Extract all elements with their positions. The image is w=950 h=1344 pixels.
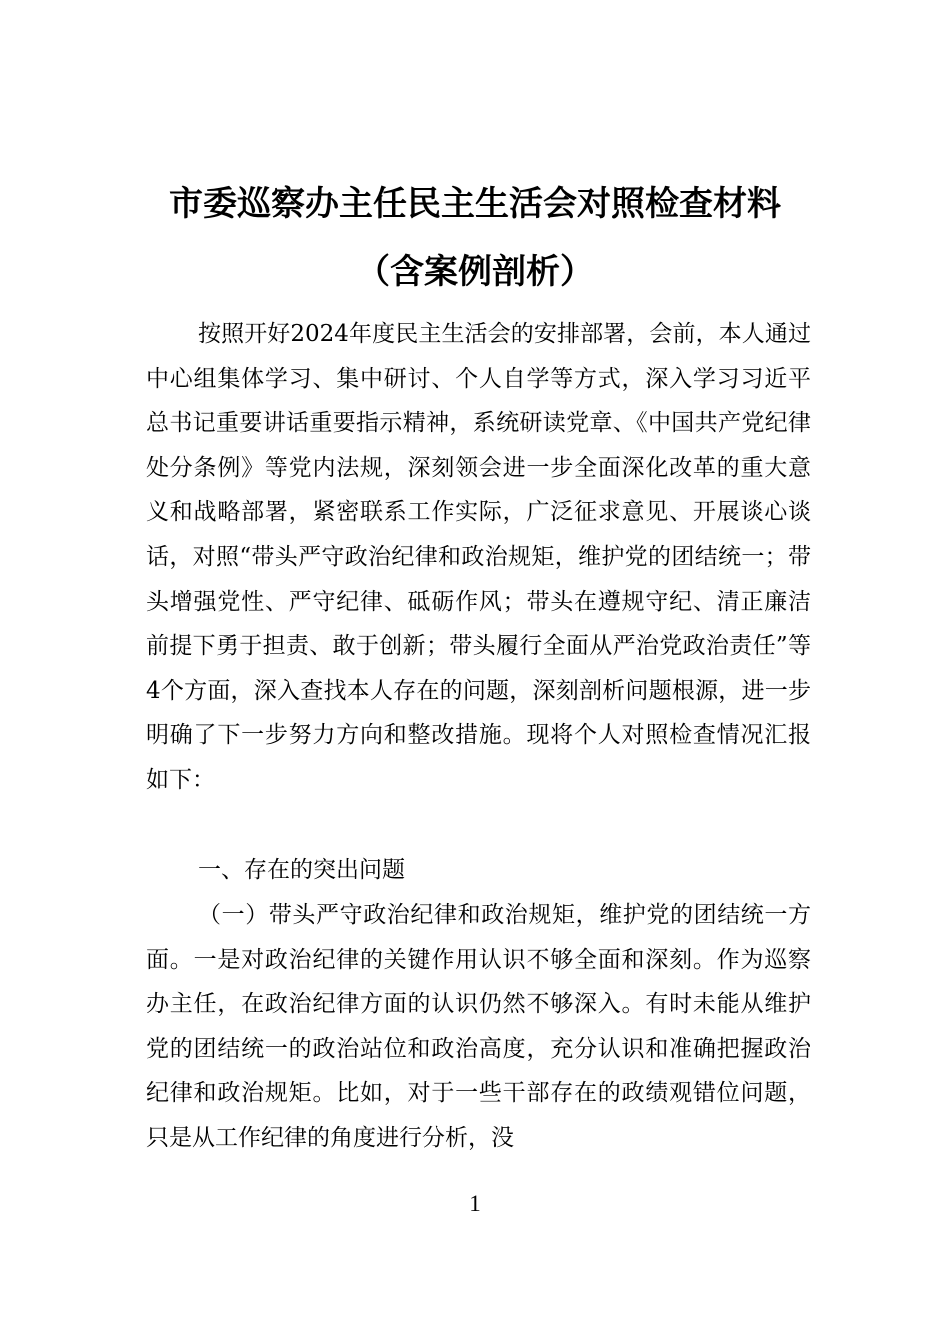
intro-paragraph: 按照开好2024年度民主生活会的安排部署，会前，本人通过中心组集体学习、集中研讨、个人自学等方式，深入学习习近平总书记重要讲话重要指示精神，系统研读党章、《中国共产党纪律处分条例》等党内法规，深刻领会进一步全面深化改革的重大意义和战略部署，紧密联系工作实际，广泛征求意见、开展谈心谈话，对照“带头严守政治纪律和政治规矩，维护党的团结统一；带头增强党性、严守纪律、砥砺作风；带头在遵规守纪、清正廉洁前提下勇于担责、敢于创新；带头履行全面从严治党政治责任”等4个方面，深入查找本人存在的问题，深刻剖析问题根源，进一步明确了下一步努力方向和整改措施。现将个人对照检查情况汇报如下： [146,321,811,793]
subsection-body: 一是对政治纪律的关键作用认识不够全面和深刻。作为巡察办主任，在政治纪律方面的认识仍然不够深入。有时未能从维护党的团结统一的政治站位和政治高度，充分认识和准确把握政治纪律和政治规矩。比如，对于一些干部存在的政绩观错位问题，只是从工作纪律的角度进行分析，没 [146,946,812,1151]
page-number: 1 [469,1191,481,1216]
document-subtitle: （含案例剖析） [356,252,594,292]
section-heading: 一、存在的突出问题 [198,857,405,883]
subsection-paragraph [146,893,811,1161]
subsection-lead: （一）带头严守政治纪律和政治规矩，维护党的团结统一方面。 [146,902,811,973]
document-title: 市委巡察办主任民主生活会对照检查材料 [169,184,781,224]
